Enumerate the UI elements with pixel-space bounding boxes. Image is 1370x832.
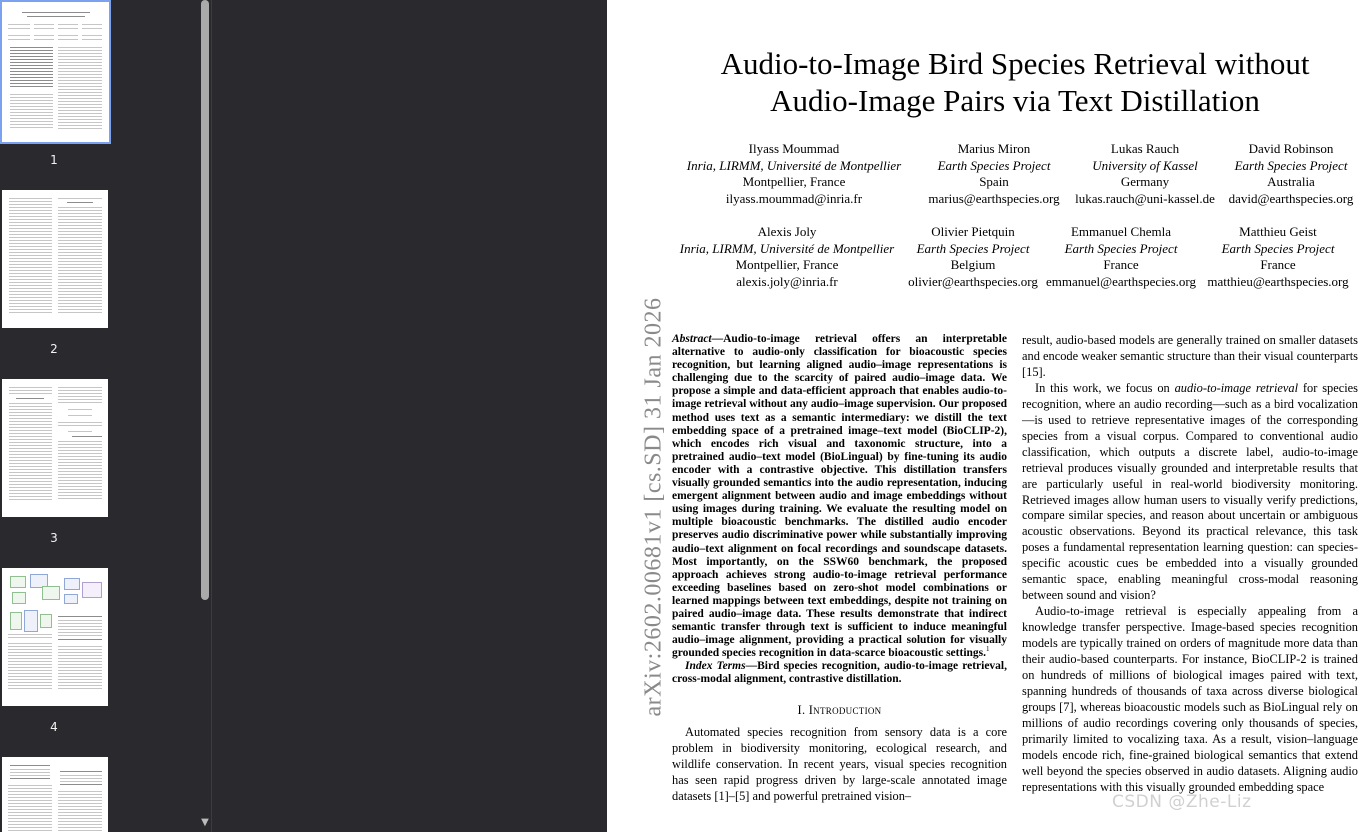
author-location: Montpellier, France bbox=[742, 174, 846, 189]
author-email: lukas.rauch@uni-kassel.de bbox=[1075, 190, 1215, 206]
author-name: Alexis Joly bbox=[757, 224, 817, 239]
author-name: Marius Miron bbox=[957, 141, 1031, 156]
author-block bbox=[1045, 224, 1197, 290]
section-title: Introduction bbox=[808, 702, 882, 717]
thumbnail-image[interactable] bbox=[2, 568, 108, 706]
author-affiliation: Inria, LIRMM, Université de Montpellier bbox=[686, 157, 902, 173]
author-location: France bbox=[1103, 257, 1139, 272]
author-block bbox=[679, 141, 909, 207]
author-location: France bbox=[1260, 257, 1296, 272]
author-name: Emmanuel Chemla bbox=[1070, 224, 1171, 239]
thumbnail-image[interactable] bbox=[2, 190, 108, 328]
right-column bbox=[1022, 333, 1358, 796]
scroll-down-icon[interactable]: ▼ bbox=[201, 817, 209, 828]
sidebar-scrollbar-thumb[interactable] bbox=[201, 0, 209, 600]
thumbnail-image[interactable] bbox=[2, 757, 108, 832]
section-heading bbox=[672, 703, 1007, 719]
index-terms bbox=[672, 660, 1007, 686]
index-terms-lead: Index Terms bbox=[685, 660, 746, 673]
watermark: CSDN @Zhe-Liz bbox=[1112, 792, 1252, 812]
abstract-lead: Abstract bbox=[672, 333, 712, 345]
intro-paragraph: Automated species recognition from sensory data is a core problem in biodiversity monitoring, ecological research, and wildlife conservation. In recent years, visual species recognition has seen rapid progress driven by large-scale annotated image datasets [1]–[5] and powerful pretrained vision– bbox=[672, 725, 1007, 804]
author-affiliation: Earth Species Project bbox=[916, 240, 1030, 256]
thumbnail-label: 2 bbox=[50, 342, 58, 356]
index-terms-text: —Bird species recognition, audio-to-image retrieval, cross-modal alignment, contrastive distillation. bbox=[672, 660, 1008, 686]
author-block bbox=[1219, 141, 1363, 207]
body-paragraph bbox=[1022, 381, 1358, 604]
thumbnail-label: 1 bbox=[50, 153, 58, 167]
author-block bbox=[1070, 141, 1220, 207]
author-location: Germany bbox=[1120, 174, 1170, 189]
author-name: Lukas Rauch bbox=[1110, 141, 1180, 156]
body-paragraph: result, audio-based models are generally trained on smaller datasets and encode weaker semantic structure than their visual counterparts [15]. bbox=[1022, 333, 1358, 379]
emphasis-text: audio-to-image retrieval bbox=[1174, 380, 1299, 395]
author-name: David Robinson bbox=[1248, 141, 1334, 156]
footnote-mark: 1 bbox=[986, 645, 990, 654]
body-text: In this work, we focus on bbox=[1035, 380, 1175, 395]
abstract bbox=[672, 333, 1007, 660]
thumbnail-label: 4 bbox=[50, 720, 58, 734]
thumbnail-label: 3 bbox=[50, 531, 58, 545]
body-text: for species recognition, where an audio recording—such as a bird vocalization—is used to retrieve representative images of the corresponding species from a visual corpus. Compared to conventional audio classification, which outputs a discrete label, audio-to-image retrieval produces visually grounded and interpretable results that are particularly useful in real-world biodiversity monitoring. Retrieved images allow human users to visually verify predictions, compare similar species, and reason about uncertain or ambiguous acoustic observations. Beyond its practical relevance, this task poses a fundamental representation learning question: can species-specific acoustic cues be embedded into a visually grounded semantic space, enabling meaningful cross-modal reasoning between sound and vision? bbox=[1022, 380, 1358, 603]
abstract-text: —Audio-to-image retrieval offers an interpretable alternative to audio-only classification for bioacoustic species recognition, but learning aligned audio–image representations is challenging due to the scarcity of paired audio–image data. We propose a simple and data-efficient approach that enables audio-to-image retrieval without any audio–image supervision. Our proposed method uses text as a semantic intermediary: we distill the text embedding space of a pretrained image–text model (BioCLIP-2), which encodes rich visual and taxonomic structure, into a pretrained audio–text model (BioLingual) by fine-tuning its audio encoder with a contrastive objective. This distillation transfers visually grounded semantics into the audio representation, inducing emergent alignment between audio and image embeddings without using images during training. We evaluate the resulting model on multiple bioacoustic benchmarks. The distilled audio encoder preserves audio discriminative power while substantially improving audio–text alignment on focal recordings and soundscape datasets. Most importantly, on the SSW60 benchmark, the proposed approach achieves strong audio-to-image retrieval performance exceeding baselines based on zero-shot model combinations or learned mappings between text embeddings, despite not training on paired audio–image data. These results demonstrate that indirect semantic transfer through text is sufficient to induce meaningful audio–image alignment, providing a practical solution for visually grounded species recognition in data-scarce bioacoustic settings. bbox=[672, 333, 1007, 660]
author-block bbox=[1203, 224, 1353, 290]
author-affiliation: Earth Species Project bbox=[1234, 157, 1348, 173]
arxiv-stamp-text: arXiv:2602.00681v1 [cs.SD] 31 Jan 2026 bbox=[640, 297, 667, 717]
paper-title bbox=[667, 45, 1363, 119]
author-name: Matthieu Geist bbox=[1239, 224, 1317, 239]
author-email: olivier@earthspecies.org bbox=[908, 273, 1038, 289]
thumbnail-image[interactable] bbox=[2, 379, 108, 517]
author-email: emmanuel@earthspecies.org bbox=[1046, 273, 1196, 289]
thumbnail-image[interactable] bbox=[0, 0, 111, 144]
pane-divider[interactable] bbox=[211, 0, 212, 832]
author-name: Olivier Pietquin bbox=[931, 224, 1015, 239]
title-line-2: Audio-Image Pairs via Text Distillation bbox=[770, 83, 1260, 118]
author-affiliation: Earth Species Project bbox=[1064, 240, 1178, 256]
author-email: alexis.joly@inria.fr bbox=[736, 273, 838, 289]
document-page bbox=[607, 0, 1370, 832]
thumbnail-sidebar bbox=[0, 0, 198, 832]
author-email: ilyass.moummad@inria.fr bbox=[725, 190, 863, 206]
body-paragraph: Audio-to-image retrieval is especially appealing from a knowledge transfer perspective. Image-based species recognition models are typically trained on orders of magnitude more data than their audio-based counterparts. For instance, BioCLIP-2 is trained on hundreds of millions of biological images paired with text, spanning hundreds of thousands of taxa across diverse biological groups [7], whereas bioacoustic models such as BioLingual rely on millions of audio recordings covering only thousands of species, primarily limited to vocalizing taxa. As a result, vision–language models encode rich, fine-grained biological semantics that extend well beyond the species observed in audio datasets. Aligning audio representations with this visually grounded embedding space bbox=[1022, 604, 1358, 794]
author-block bbox=[919, 141, 1069, 207]
left-column bbox=[672, 333, 1007, 805]
author-block bbox=[669, 224, 905, 290]
author-affiliation: University of Kassel bbox=[1092, 157, 1198, 173]
author-name: Ilyass Moummad bbox=[748, 141, 840, 156]
author-location: Belgium bbox=[950, 257, 996, 272]
title-line-1: Audio-to-Image Bird Species Retrieval without bbox=[720, 46, 1310, 81]
author-email: matthieu@earthspecies.org bbox=[1207, 273, 1349, 289]
author-block bbox=[905, 224, 1041, 290]
author-location: Montpellier, France bbox=[735, 257, 839, 272]
author-affiliation: Earth Species Project bbox=[937, 157, 1051, 173]
author-email: marius@earthspecies.org bbox=[928, 190, 1060, 206]
author-affiliation: Earth Species Project bbox=[1221, 240, 1335, 256]
author-location: Spain bbox=[979, 174, 1009, 189]
author-affiliation: Inria, LIRMM, Université de Montpellier bbox=[679, 240, 895, 256]
author-location: Australia bbox=[1267, 174, 1315, 189]
section-number: I. bbox=[797, 702, 809, 717]
author-email: david@earthspecies.org bbox=[1228, 190, 1354, 206]
